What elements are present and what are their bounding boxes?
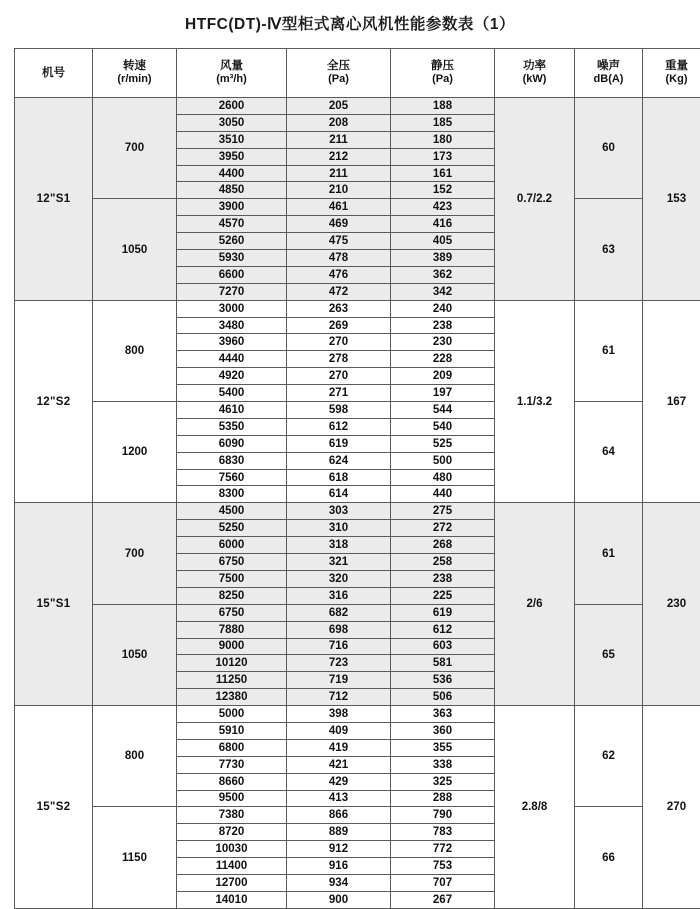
cell-static: 275 (391, 503, 495, 520)
cell-total: 303 (287, 503, 391, 520)
cell-static: 416 (391, 216, 495, 233)
cell-flow: 3050 (177, 114, 287, 131)
cell-static: 288 (391, 790, 495, 807)
cell-static: 581 (391, 655, 495, 672)
cell-total: 419 (287, 739, 391, 756)
cell-flow: 9500 (177, 790, 287, 807)
cell-flow: 4850 (177, 182, 287, 199)
cell-flow: 10120 (177, 655, 287, 672)
cell-static: 185 (391, 114, 495, 131)
cell-total: 912 (287, 841, 391, 858)
cell-flow: 6800 (177, 739, 287, 756)
cell-total: 270 (287, 368, 391, 385)
cell-static: 342 (391, 283, 495, 300)
header-title: 噪声 (597, 60, 620, 72)
cell-total: 320 (287, 570, 391, 587)
column-header-speed (93, 49, 177, 98)
cell-total: 598 (287, 402, 391, 419)
cell-flow: 12700 (177, 874, 287, 891)
cell-noise: 64 (575, 402, 643, 503)
cell-flow: 4920 (177, 368, 287, 385)
cell-total: 889 (287, 824, 391, 841)
cell-static: 423 (391, 199, 495, 216)
cell-total: 472 (287, 283, 391, 300)
cell-total: 624 (287, 452, 391, 469)
table-row (15, 706, 700, 723)
cell-flow: 6750 (177, 554, 287, 571)
cell-static: 228 (391, 351, 495, 368)
cell-total: 310 (287, 520, 391, 537)
cell-flow: 6750 (177, 604, 287, 621)
cell-flow: 6090 (177, 435, 287, 452)
cell-flow: 5260 (177, 233, 287, 250)
cell-static: 536 (391, 672, 495, 689)
cell-total: 478 (287, 250, 391, 267)
cell-speed: 700 (93, 98, 177, 199)
table-row (15, 604, 700, 621)
table-row (15, 300, 700, 317)
cell-static: 230 (391, 334, 495, 351)
cell-flow: 5910 (177, 722, 287, 739)
cell-static: 238 (391, 317, 495, 334)
cell-flow: 14010 (177, 891, 287, 908)
cell-total: 429 (287, 773, 391, 790)
table-row (15, 199, 700, 216)
cell-total: 612 (287, 418, 391, 435)
column-header-model (15, 49, 93, 98)
cell-static: 389 (391, 250, 495, 267)
header-title: 机号 (42, 67, 65, 79)
cell-speed: 700 (93, 503, 177, 604)
cell-static: 268 (391, 537, 495, 554)
table-row (15, 503, 700, 520)
cell-total: 475 (287, 233, 391, 250)
header-title: 功率 (523, 60, 546, 72)
cell-static: 753 (391, 858, 495, 875)
cell-flow: 5930 (177, 250, 287, 267)
cell-flow: 8720 (177, 824, 287, 841)
cell-power: 1.1/3.2 (495, 300, 575, 503)
cell-total: 619 (287, 435, 391, 452)
cell-noise: 63 (575, 199, 643, 300)
cell-total: 413 (287, 790, 391, 807)
cell-static: 360 (391, 722, 495, 739)
cell-total: 270 (287, 334, 391, 351)
cell-model: 15"S1 (15, 503, 93, 706)
cell-total: 316 (287, 587, 391, 604)
table-row (15, 807, 700, 824)
cell-flow: 6000 (177, 537, 287, 554)
cell-static: 506 (391, 689, 495, 706)
cell-total: 269 (287, 317, 391, 334)
cell-static: 500 (391, 452, 495, 469)
cell-total: 208 (287, 114, 391, 131)
cell-flow: 7380 (177, 807, 287, 824)
cell-flow: 4570 (177, 216, 287, 233)
cell-static: 707 (391, 874, 495, 891)
header-title: 重量 (665, 60, 688, 72)
cell-static: 363 (391, 706, 495, 723)
cell-total: 205 (287, 98, 391, 115)
cell-weight: 153 (643, 98, 700, 301)
header-title: 风量 (220, 60, 243, 72)
cell-flow: 3480 (177, 317, 287, 334)
cell-power: 2/6 (495, 503, 575, 706)
cell-flow: 8660 (177, 773, 287, 790)
cell-static: 540 (391, 418, 495, 435)
cell-static: 480 (391, 469, 495, 486)
header-title: 转速 (123, 60, 146, 72)
cell-total: 211 (287, 131, 391, 148)
header-unit: (m³/h) (177, 73, 286, 87)
cell-total: 409 (287, 722, 391, 739)
header-unit: (Pa) (391, 73, 494, 87)
cell-noise: 66 (575, 807, 643, 908)
cell-speed: 1150 (93, 807, 177, 908)
column-header-total-pressure (287, 49, 391, 98)
cell-model: 12"S2 (15, 300, 93, 503)
cell-static: 603 (391, 638, 495, 655)
cell-static: 225 (391, 587, 495, 604)
cell-total: 682 (287, 604, 391, 621)
cell-flow: 9000 (177, 638, 287, 655)
cell-speed: 1200 (93, 402, 177, 503)
cell-speed: 800 (93, 300, 177, 401)
cell-power: 2.8/8 (495, 706, 575, 909)
cell-total: 716 (287, 638, 391, 655)
cell-noise: 65 (575, 604, 643, 705)
cell-static: 619 (391, 604, 495, 621)
cell-flow: 4440 (177, 351, 287, 368)
cell-flow: 5400 (177, 385, 287, 402)
cell-flow: 5350 (177, 418, 287, 435)
cell-static: 338 (391, 756, 495, 773)
cell-total: 916 (287, 858, 391, 875)
cell-total: 278 (287, 351, 391, 368)
header-title: 全压 (327, 60, 350, 72)
cell-flow: 3960 (177, 334, 287, 351)
cell-flow: 7270 (177, 283, 287, 300)
cell-static: 440 (391, 486, 495, 503)
cell-flow: 3950 (177, 148, 287, 165)
cell-total: 210 (287, 182, 391, 199)
cell-flow: 6830 (177, 452, 287, 469)
cell-weight: 230 (643, 503, 700, 706)
cell-flow: 5250 (177, 520, 287, 537)
cell-static: 152 (391, 182, 495, 199)
header-unit: (kW) (495, 73, 574, 87)
cell-static: 197 (391, 385, 495, 402)
header-title: 静压 (431, 60, 454, 72)
cell-flow: 7560 (177, 469, 287, 486)
cell-total: 712 (287, 689, 391, 706)
cell-static: 544 (391, 402, 495, 419)
cell-total: 476 (287, 266, 391, 283)
cell-total: 614 (287, 486, 391, 503)
cell-flow: 3000 (177, 300, 287, 317)
header-unit: (Pa) (287, 73, 390, 87)
cell-static: 240 (391, 300, 495, 317)
cell-static: 355 (391, 739, 495, 756)
cell-total: 723 (287, 655, 391, 672)
cell-flow: 7730 (177, 756, 287, 773)
cell-static: 238 (391, 570, 495, 587)
cell-model: 15"S2 (15, 706, 93, 909)
cell-flow: 3510 (177, 131, 287, 148)
cell-flow: 4500 (177, 503, 287, 520)
cell-flow: 7500 (177, 570, 287, 587)
cell-total: 698 (287, 621, 391, 638)
cell-power: 0.7/2.2 (495, 98, 575, 301)
cell-speed: 1050 (93, 604, 177, 705)
cell-static: 267 (391, 891, 495, 908)
cell-total: 719 (287, 672, 391, 689)
cell-noise: 61 (575, 300, 643, 401)
cell-static: 161 (391, 165, 495, 182)
column-header-noise (575, 49, 643, 98)
cell-total: 318 (287, 537, 391, 554)
cell-static: 258 (391, 554, 495, 571)
column-header-static-pressure (391, 49, 495, 98)
cell-flow: 7880 (177, 621, 287, 638)
cell-flow: 8300 (177, 486, 287, 503)
cell-static: 772 (391, 841, 495, 858)
cell-total: 421 (287, 756, 391, 773)
column-header-power (495, 49, 575, 98)
cell-flow: 3900 (177, 199, 287, 216)
cell-static: 325 (391, 773, 495, 790)
cell-flow: 5000 (177, 706, 287, 723)
cell-total: 461 (287, 199, 391, 216)
cell-flow: 4400 (177, 165, 287, 182)
cell-total: 321 (287, 554, 391, 571)
cell-static: 173 (391, 148, 495, 165)
cell-model: 12"S1 (15, 98, 93, 301)
cell-speed: 1050 (93, 199, 177, 300)
header-row (15, 49, 700, 98)
cell-static: 790 (391, 807, 495, 824)
cell-static: 525 (391, 435, 495, 452)
cell-static: 405 (391, 233, 495, 250)
header-unit: (r/min) (93, 73, 176, 87)
cell-static: 188 (391, 98, 495, 115)
cell-flow: 6600 (177, 266, 287, 283)
cell-total: 211 (287, 165, 391, 182)
cell-static: 180 (391, 131, 495, 148)
cell-total: 866 (287, 807, 391, 824)
table-body (15, 98, 700, 909)
cell-flow: 4610 (177, 402, 287, 419)
cell-total: 934 (287, 874, 391, 891)
table-header (15, 49, 700, 98)
cell-static: 209 (391, 368, 495, 385)
table-row (15, 98, 700, 115)
cell-total: 212 (287, 148, 391, 165)
page-title: HTFC(DT)-Ⅳ型柜式离心风机性能参数表（1） (14, 0, 686, 48)
cell-flow: 2600 (177, 98, 287, 115)
cell-static: 362 (391, 266, 495, 283)
cell-speed: 800 (93, 706, 177, 807)
column-header-weight (643, 49, 700, 98)
cell-flow: 10030 (177, 841, 287, 858)
cell-total: 398 (287, 706, 391, 723)
cell-noise: 62 (575, 706, 643, 807)
cell-noise: 61 (575, 503, 643, 604)
cell-static: 272 (391, 520, 495, 537)
table-row (15, 402, 700, 419)
header-unit: dB(A) (575, 73, 642, 87)
fan-performance-table (14, 48, 700, 909)
cell-total: 271 (287, 385, 391, 402)
header-unit: (Kg) (643, 73, 700, 87)
cell-flow: 11400 (177, 858, 287, 875)
cell-weight: 167 (643, 300, 700, 503)
cell-static: 783 (391, 824, 495, 841)
cell-flow: 11250 (177, 672, 287, 689)
cell-static: 612 (391, 621, 495, 638)
cell-total: 900 (287, 891, 391, 908)
column-header-flow (177, 49, 287, 98)
cell-flow: 8250 (177, 587, 287, 604)
cell-total: 618 (287, 469, 391, 486)
cell-total: 263 (287, 300, 391, 317)
cell-weight: 270 (643, 706, 700, 909)
cell-total: 469 (287, 216, 391, 233)
cell-flow: 12380 (177, 689, 287, 706)
cell-noise: 60 (575, 98, 643, 199)
